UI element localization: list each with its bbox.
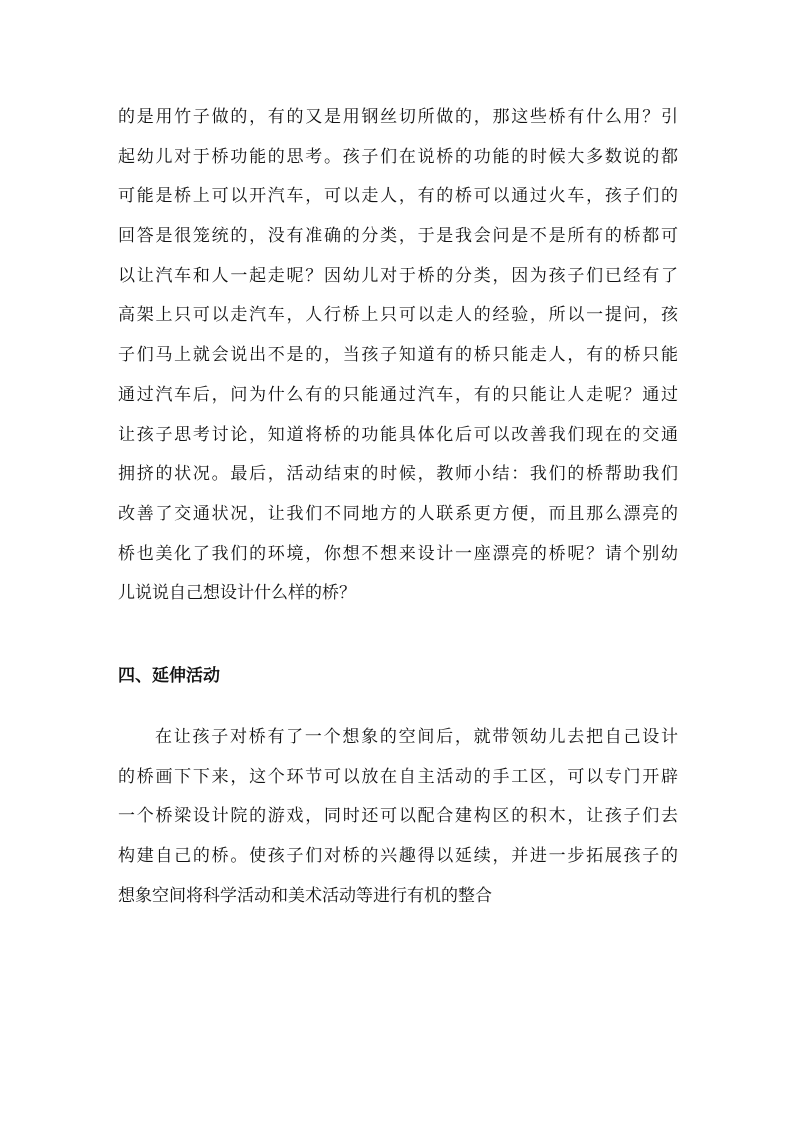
paragraph-line: 高架上只可以走汽车，人行桥上只可以走人的经验，所以一提问，孩 [118,305,678,326]
paragraph-line: 改善了交通状况，让我们不同地方的人联系更方便，而且那么漂亮的 [118,503,678,524]
paragraph-line: 拥挤的状况。最后，活动结束的时候，教师小结：我们的桥帮助我们 [118,464,678,485]
paragraph-line: 的是用竹子做的，有的又是用钢丝切所做的，那这些桥有什么用？引 [118,107,678,127]
paragraph-line: 以让汽车和人一起走呢？因幼儿对于桥的分类，因为孩子们已经有了 [118,265,678,286]
paragraph-line: 通过汽车后，问为什么有的只能通过汽车，有的只能让人走呢？通过 [118,384,678,405]
body-paragraph-extension-activity [118,718,678,916]
body-paragraph-bridge-function [118,98,678,614]
paragraph-line: 儿说说自己想设计什么样的桥？ [118,583,356,604]
paragraph-line: 的桥画下下来，这个环节可以放在自主活动的手工区，可以专门开辟 [118,766,678,787]
section-heading: 四、延伸活动 [118,666,220,686]
paragraph-line: 让孩子思考讨论，知道将桥的功能具体化后可以改善我们现在的交通 [118,424,678,445]
paragraph-line: 子们马上就会说出不是的，当孩子知道有的桥只能走人，有的桥只能 [118,345,678,366]
paragraph-line: 回答是很笼统的，没有准确的分类，于是我会问是不是所有的桥都可 [118,226,678,247]
paragraph-line: 可能是桥上可以开汽车，可以走人，有的桥可以通过火车，孩子们的 [118,186,678,207]
paragraph-line: 一个桥梁设计院的游戏，同时还可以配合建构区的积木，让孩子们去 [118,806,678,827]
paragraph-line: 想象空间将科学活动和美术活动等进行有机的整合 [118,885,492,906]
paragraph-line: 构建自己的桥。使孩子们对桥的兴趣得以延续，并进一步拓展孩子的 [118,846,678,867]
paragraph-line: 在让孩子对桥有了一个想象的空间后，就带领幼儿去把自己设计 [155,727,678,747]
paragraph-line: 起幼儿对于桥功能的思考。孩子们在说桥的功能的时候大多数说的都 [118,146,678,167]
paragraph-line: 桥也美化了我们的环境，你想不想来设计一座漂亮的桥呢？请个别幼 [118,543,678,564]
